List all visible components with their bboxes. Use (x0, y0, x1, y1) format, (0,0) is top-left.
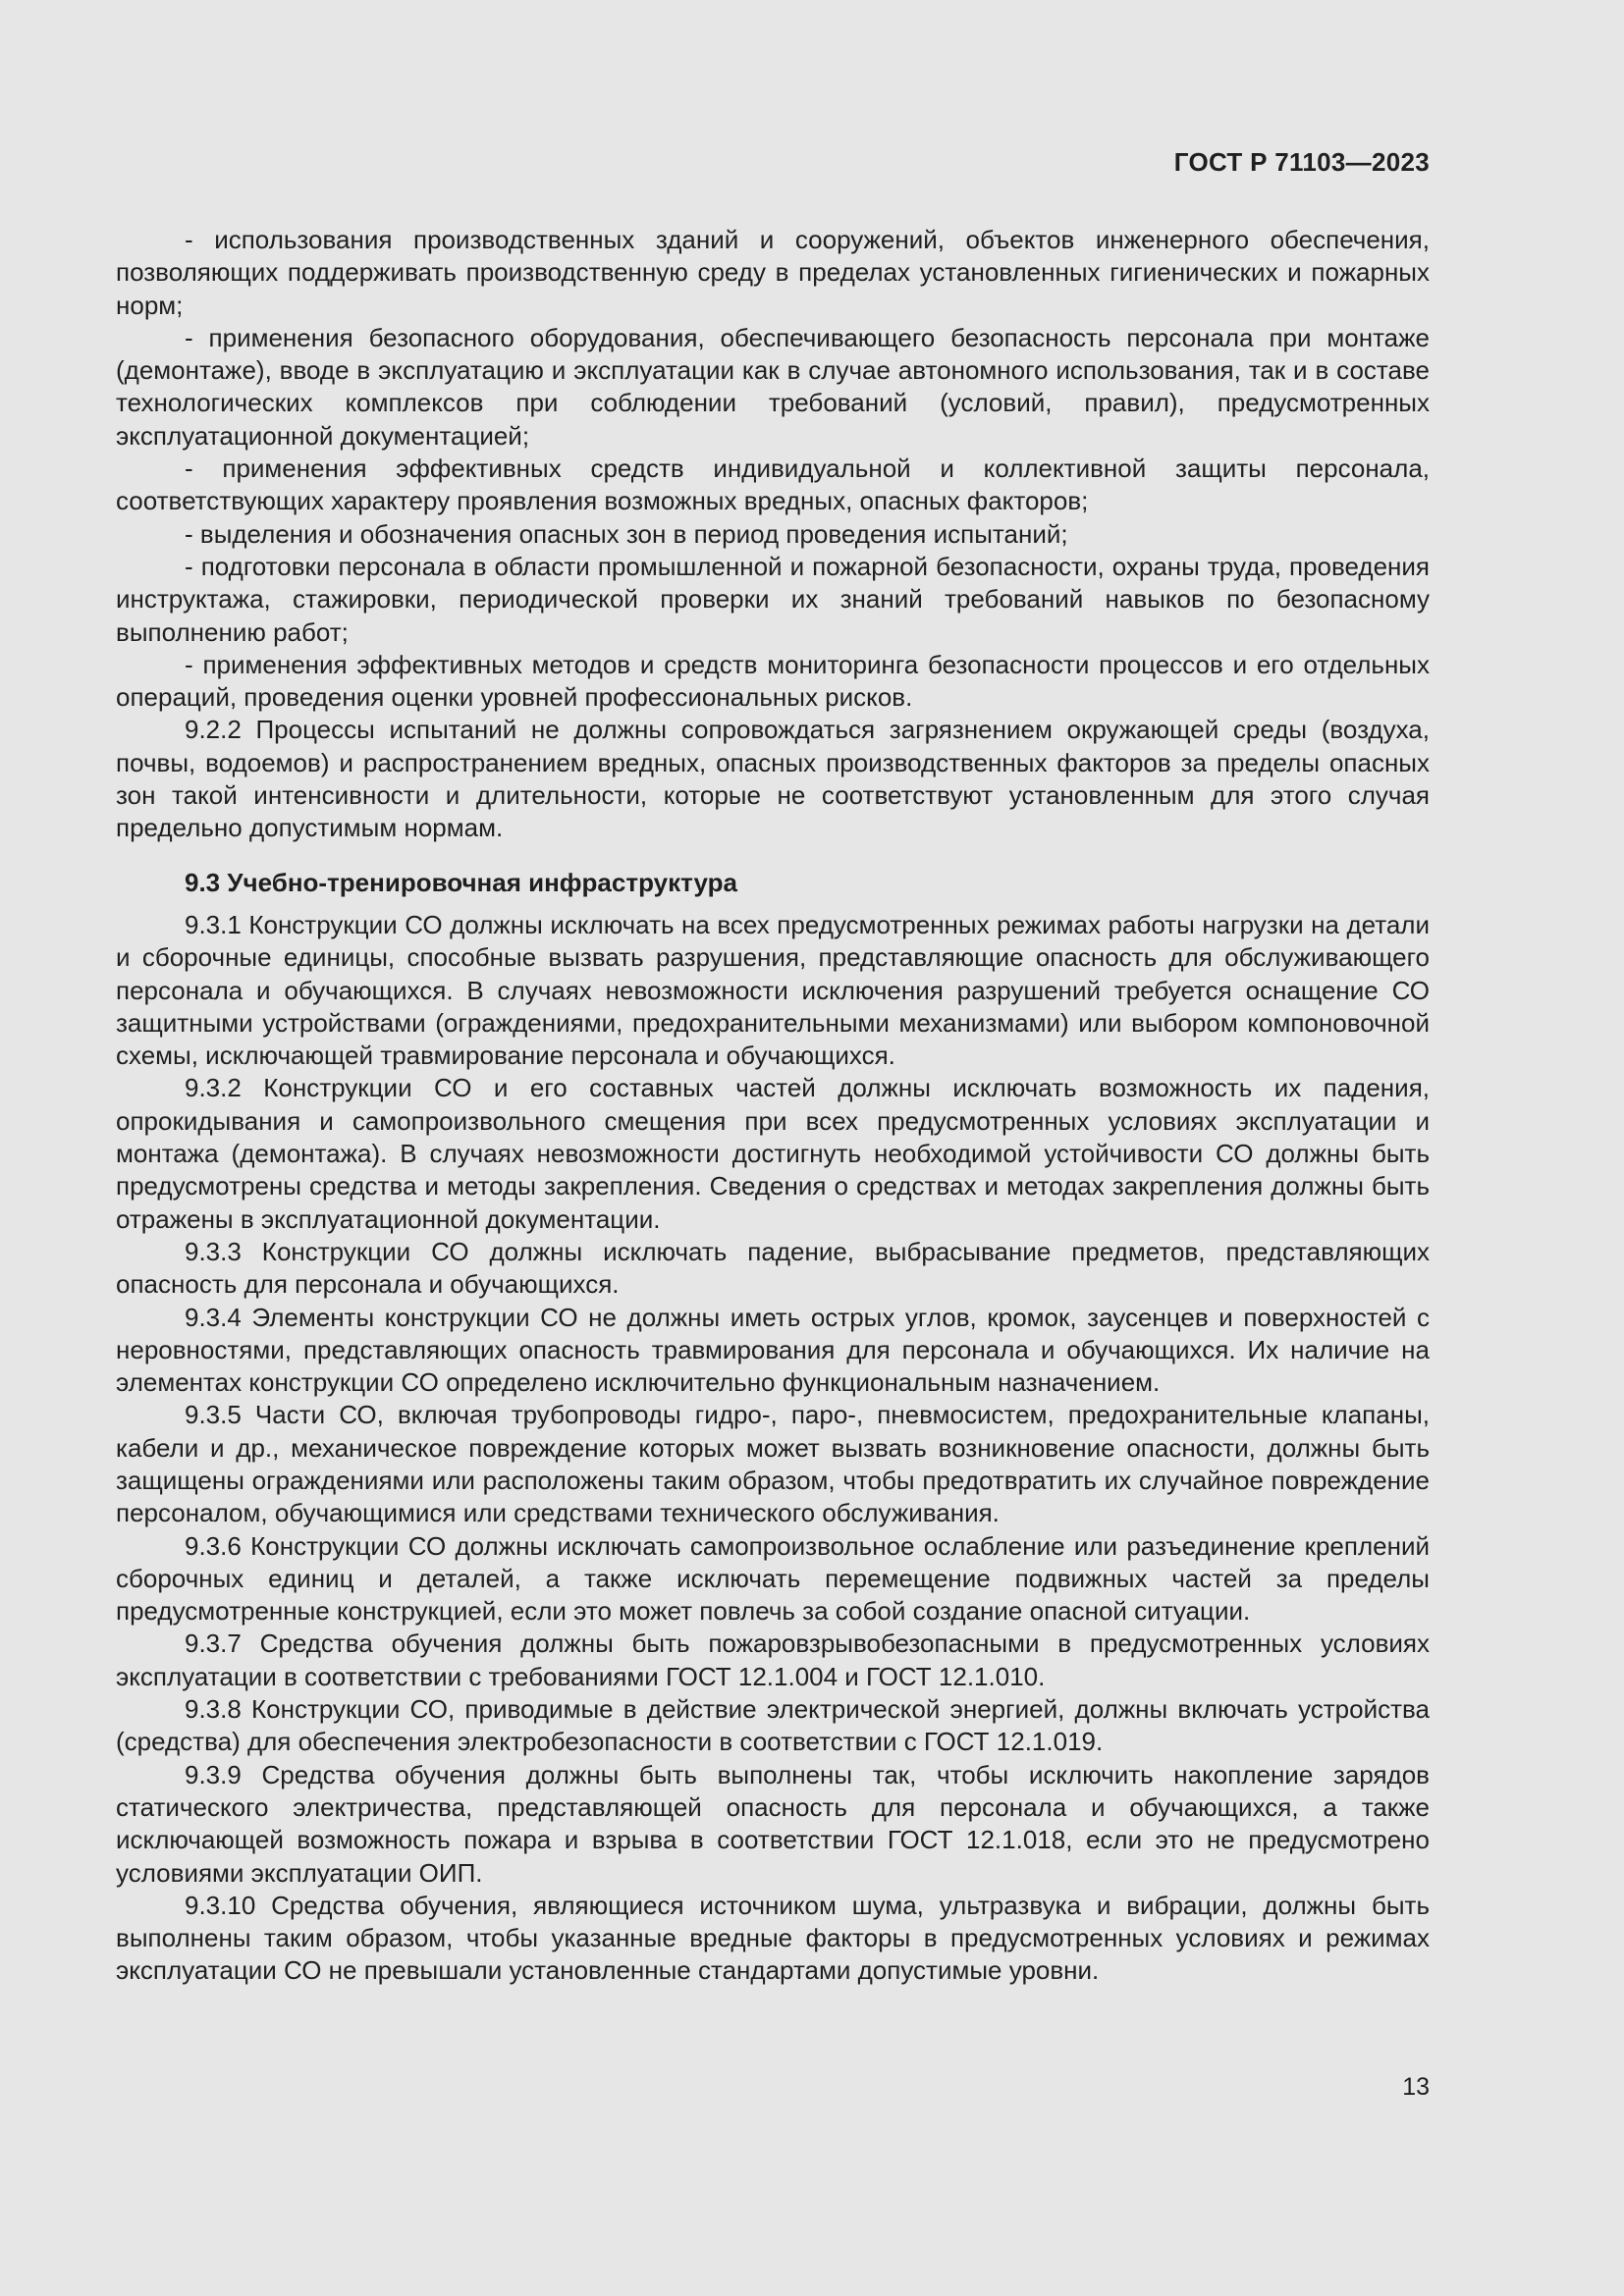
paragraph-9-3-2: 9.3.2 Конструкции СО и его составных частей должны исключать возможность их падения, опрокидывания и самопроизвольного смещения при всех предусмотренных условиях эксплуатации и монтажа (демонтажа). В случаях невозможности достигнуть необходимой устойчивости СО должны быть предусмотрены средства и методы закрепления. Сведения о средствах и методах закрепления должны быть отражены в эксплуатационной документации. (116, 1073, 1430, 1234)
section-heading: 9.3 Учебно-тренировочная инфраструктура (185, 867, 737, 897)
paragraph-9-3-3: 9.3.3 Конструкции СО должны исключать падение, выбрасывание предметов, представляющих опасность для персонала и обучающихся. (116, 1236, 1430, 1300)
list-item: - выделения и обозначения опасных зон в период проведения испытаний; (185, 518, 1068, 549)
document-id: ГОСТ Р 71103—2023 (1173, 147, 1430, 177)
paragraph-9-3-6: 9.3.6 Конструкции СО должны исключать самопроизвольное ослабление или разъединение креплений сборочных единиц и деталей, а также исключать перемещение подвижных частей за пределы предусмотренные конструкцией, если это может повлечь за собой создание опасной ситуации. (116, 1530, 1430, 1627)
list-item: - применения эффективных методов и средств мониторинга безопасности процессов и его отдельных операций, проведения оценки уровней профессиональных рисков. (116, 649, 1430, 713)
list-item: - использования производственных зданий и сооружений, объектов инженерного обеспечения, позволяющих поддерживать производственную среду в пределах установленных гигиенических и пожарных норм; (116, 225, 1430, 320)
list-item: - применения эффективных средств индивидуальной и коллективной защиты персонала, соответствующих характеру проявления возможных вредных, опасных факторов; (116, 454, 1430, 516)
list-item: - применения безопасного оборудования, обеспечивающего безопасность персонала при монтаже (демонтаже), вводе в эксплуатацию и эксплуатации как в случае автономного использования, так и в составе технологических комплексов при соблюдении требований (условий, правил), предусмотренных эксплуатационной документацией; (116, 322, 1430, 451)
document-body (116, 224, 1430, 1988)
page-number: 13 (1402, 2073, 1430, 2101)
paragraph-9-2-2: 9.2.2 Процессы испытаний не должны сопровождаться загрязнением окружающей среды (воздуха, почвы, водоемов) и распространением вредных, опасных производственных факторов за пределы опасных зон такой интенсивности и длительности, которые не соответствуют установленным для этого случая предельно допустимым нормам. (116, 715, 1430, 843)
paragraph-9-3-10: 9.3.10 Средства обучения, являющиеся источником шума, ультразвука и вибрации, должны быть выполнены таким образом, чтобы указанные вредные факторы в предусмотренных условиях и режимах эксплуатации СО не превышали установленные стандартами допустимые уровни. (116, 1890, 1430, 1986)
paragraph-9-3-4: 9.3.4 Элементы конструкции СО не должны иметь острых углов, кромок, заусенцев и поверхностей с неровностями, представляющих опасность травмирования для персонала и обучающихся. Их наличие на элементах конструкции СО определено исключительно функциональным назначением. (116, 1302, 1430, 1398)
paragraph-9-3-7: 9.3.7 Средства обучения должны быть пожаровзрывобезопасными в предусмотренных условиях эксплуатации в соответствии с требованиями ГОСТ 12.1.004 и ГОСТ 12.1.010. (116, 1629, 1430, 1691)
paragraph-9-3-1: 9.3.1 Конструкции СО должны исключать на всех предусмотренных режимах работы нагрузки на детали и сборочные единицы, способные вызвать разрушения, представляющие опасность для обслуживающего персонала и обучающихся. В случаях невозможности исключения разрушений требуется оснащение СО защитными устройствами (ограждениями, предохранительными механизмами) или выбором компоновочной схемы, исключающей травмирование персонала и обучающихся. (116, 909, 1430, 1071)
paragraph-9-3-9: 9.3.9 Средства обучения должны быть выполнены так, чтобы исключить накопление зарядов статического электричества, представляющей опасность для персонала и обучающихся, а также исключающей возможность пожара и взрыва в соответствии ГОСТ 12.1.018, если это не предусмотрено условиями эксплуатации ОИП. (116, 1759, 1430, 1888)
paragraph-9-3-5: 9.3.5 Части СО, включая трубопроводы гидро-, паро-, пневмосистем, предохранительные клапаны, кабели и др., механическое повреждение которых может вызвать возникновение опасности, должны быть защищены ограждениями или расположены таким образом, чтобы предотвратить их случайное повреждение персоналом, обучающимися или средствами технического обслуживания. (116, 1400, 1430, 1528)
paragraph-9-3-8: 9.3.8 Конструкции СО, приводимые в действие электрической энергией, должны включать устройства (средства) для обеспечения электробезопасности в соответствии с ГОСТ 12.1.019. (116, 1694, 1430, 1757)
list-item: - подготовки персонала в области промышленной и пожарной безопасности, охраны труда, проведения инструктажа, стажировки, периодической проверки их знаний требований навыков по безопасному выполнению работ; (116, 551, 1430, 647)
